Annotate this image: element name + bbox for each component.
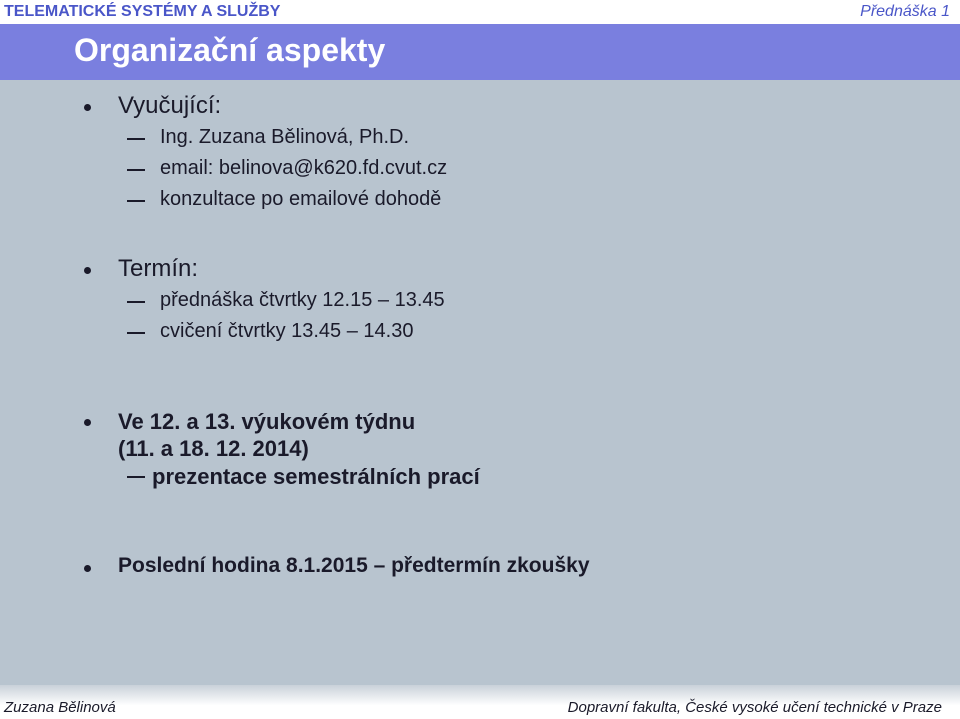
bullet-icon bbox=[84, 565, 91, 572]
bullet-icon bbox=[84, 419, 91, 426]
slide-content bbox=[0, 80, 960, 685]
bullet-icon bbox=[84, 104, 91, 111]
dash-icon bbox=[127, 476, 145, 478]
schedule-lecture: přednáška čtvrtky 12.15 – 13.45 bbox=[160, 289, 445, 311]
lecturer-name: Ing. Zuzana Bělinová, Ph.D. bbox=[160, 126, 410, 148]
footer-institution: Dopravní fakulta, České vysoké učení technické v Praze bbox=[567, 699, 942, 716]
schedule-exercise: cvičení čtvrtky 13.45 – 14.30 bbox=[160, 320, 414, 342]
course-title: TELEMATICKÉ SYSTÉMY A SLUŽBY bbox=[4, 3, 281, 20]
title-bar bbox=[0, 24, 960, 80]
lecturer-heading: Vyučující: bbox=[118, 92, 222, 119]
dash-icon bbox=[127, 138, 145, 140]
lecturer-consultation: konzultace po emailové dohodě bbox=[160, 188, 442, 210]
last-lesson: Poslední hodina 8.1.2015 – předtermín zkoušky bbox=[118, 554, 590, 577]
week-line-1: Ve 12. a 13. výukovém týdnu bbox=[118, 409, 416, 434]
lecturer-email: email: belinova@k620.fd.cvut.cz bbox=[160, 157, 448, 179]
lecture-number: Přednáška 1 bbox=[860, 3, 950, 20]
schedule-heading: Termín: bbox=[118, 255, 199, 282]
footer-bar bbox=[0, 685, 960, 719]
dash-icon bbox=[127, 332, 145, 334]
bullet-icon bbox=[84, 267, 91, 274]
footer-author: Zuzana Bělinová bbox=[4, 699, 116, 716]
dash-icon bbox=[127, 169, 145, 171]
dash-icon bbox=[127, 200, 145, 202]
header-bar bbox=[0, 0, 960, 24]
week-presentation: prezentace semestrálních prací bbox=[152, 464, 480, 489]
slide-title: Organizační aspekty bbox=[74, 32, 386, 68]
dash-icon bbox=[127, 301, 145, 303]
week-line-2: (11. a 18. 12. 2014) bbox=[118, 436, 309, 461]
